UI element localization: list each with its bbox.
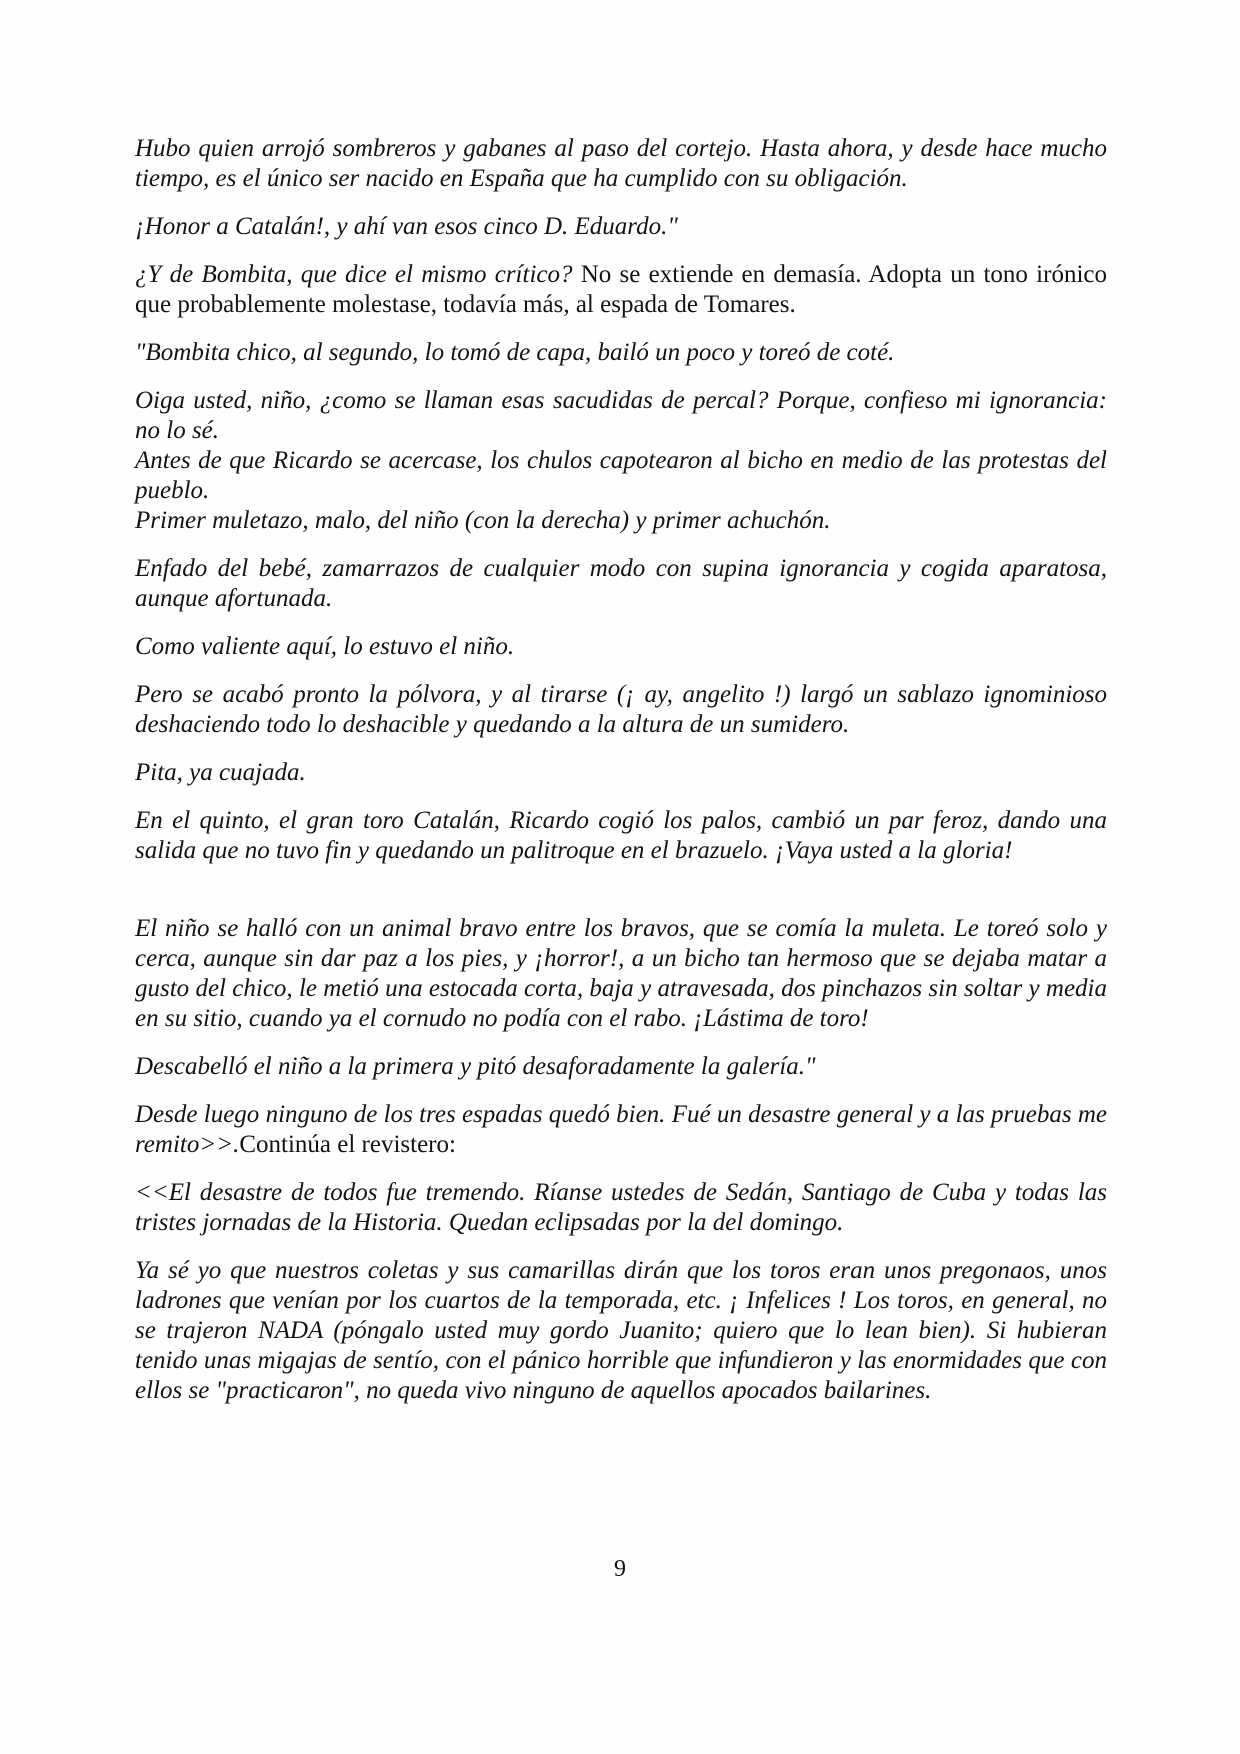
paragraph-desde-luego-comment: Continúa el revistero: — [239, 1131, 456, 1158]
paragraph-el-desastre: <<El desastre de todos fue tremendo. Ríanse ustedes de Sedán, Santiago de Cuba y todas las tristes jornadas de la Historia. Quedan eclipsadas por la del domingo. — [135, 1179, 1107, 1236]
paragraph-y-de-bombita — [135, 260, 1107, 320]
paragraph-descabello: Descabelló el niño a la primera y pitó desaforadamente la galería." — [135, 1053, 816, 1080]
paragraph-y-de-bombita-quote: ¿Y de Bombita, que dice el mismo crítico? — [135, 261, 573, 288]
line-primer-muletazo: Primer muletazo, malo, del niño (con la derecha) y primer achuchón. — [135, 507, 831, 534]
paragraph-desde-luego-quote: Desde luego ninguno de los tres espadas quedó bien. Fué un desastre general y a las pruebas me remito>>. — [135, 1101, 1107, 1158]
page-number: 9 — [614, 1556, 626, 1582]
paragraph-en-el-quinto: En el quinto, el gran toro Catalán, Ricardo cogió los palos, cambió un par feroz, dando una salida que no tuvo fin y quedando un palitroque en el brazuelo. ¡Vaya usted a la gloria! — [135, 807, 1107, 864]
paragraph-y-de-bombita-comment: No se extiende en demasía. Adopta un tono irónico que probablemente molestase, todavía más, al espada de Tomares. — [135, 261, 1107, 318]
paragraph-group-oiga-usted — [135, 386, 1107, 536]
paragraph-enfado-del-bebe: Enfado del bebé, zamarrazos de cualquier modo con supina ignorancia y cogida aparatosa, aunque afortunada. — [135, 555, 1107, 612]
paragraph-hubo-quien: Hubo quien arrojó sombreros y gabanes al paso del cortejo. Hasta ahora, y desde hace mucho tiempo, es el único ser nacido en España que ha cumplido con su obligación. — [135, 135, 1107, 192]
paragraph-el-nino-se-hallo: El niño se halló con un animal bravo entre los bravos, que se comía la muleta. Le toreó solo y cerca, aunque sin dar paz a los pies, y ¡horror!, a un bicho tan hermoso que se dejaba matar a gusto del chico, le metió una estocada corta, baja y atravesada, dos pinchazos sin soltar y media en su sitio, cuando ya el cornudo no podía con el rabo. ¡Lástima de toro! — [135, 915, 1107, 1032]
paragraph-pero-se-acabo: Pero se acabó pronto la pólvora, y al tirarse (¡ ay, angelito !) largó un sablazo ignominioso deshaciendo todo lo deshacible y quedando a la altura de un sumidero. — [135, 681, 1107, 738]
paragraph-ya-se-yo: Ya sé yo que nuestros coletas y sus camarillas dirán que los toros eran unos pregonaos, unos ladrones que venían por los cuartos de la temporada, etc. ¡ Infelices ! Los toros, en general, no se trajeron NADA (póngalo usted muy gordo Juanito; quiero que lo lean bien). Si hubieran tenido unas migajas de sentío, con el pánico horrible que infundieron y las enormidades que con ellos se "practicaron", no queda vivo ninguno de aquellos apocados bailarines. — [135, 1257, 1107, 1404]
paragraph-bombita-chico: "Bombita chico, al segundo, lo tomó de capa, bailó un poco y toreó de coté. — [135, 339, 895, 366]
document-body — [135, 134, 1107, 1424]
paragraph-honor-catalan: ¡Honor a Catalán!, y ahí van esos cinco D. Eduardo." — [135, 213, 678, 240]
line-oiga-usted: Oiga usted, niño, ¿como se llaman esas sacudidas de percal? Porque, confieso mi ignorancia: no lo sé. — [135, 387, 1107, 444]
line-antes-de-que: Antes de que Ricardo se acercase, los chulos capotearon al bicho en medio de las protestas del pueblo. — [135, 447, 1107, 504]
paragraph-pita-ya-cuajada: Pita, ya cuajada. — [135, 759, 306, 786]
paragraph-desde-luego — [135, 1100, 1107, 1160]
paragraph-como-valiente: Como valiente aquí, lo estuvo el niño. — [135, 633, 515, 660]
